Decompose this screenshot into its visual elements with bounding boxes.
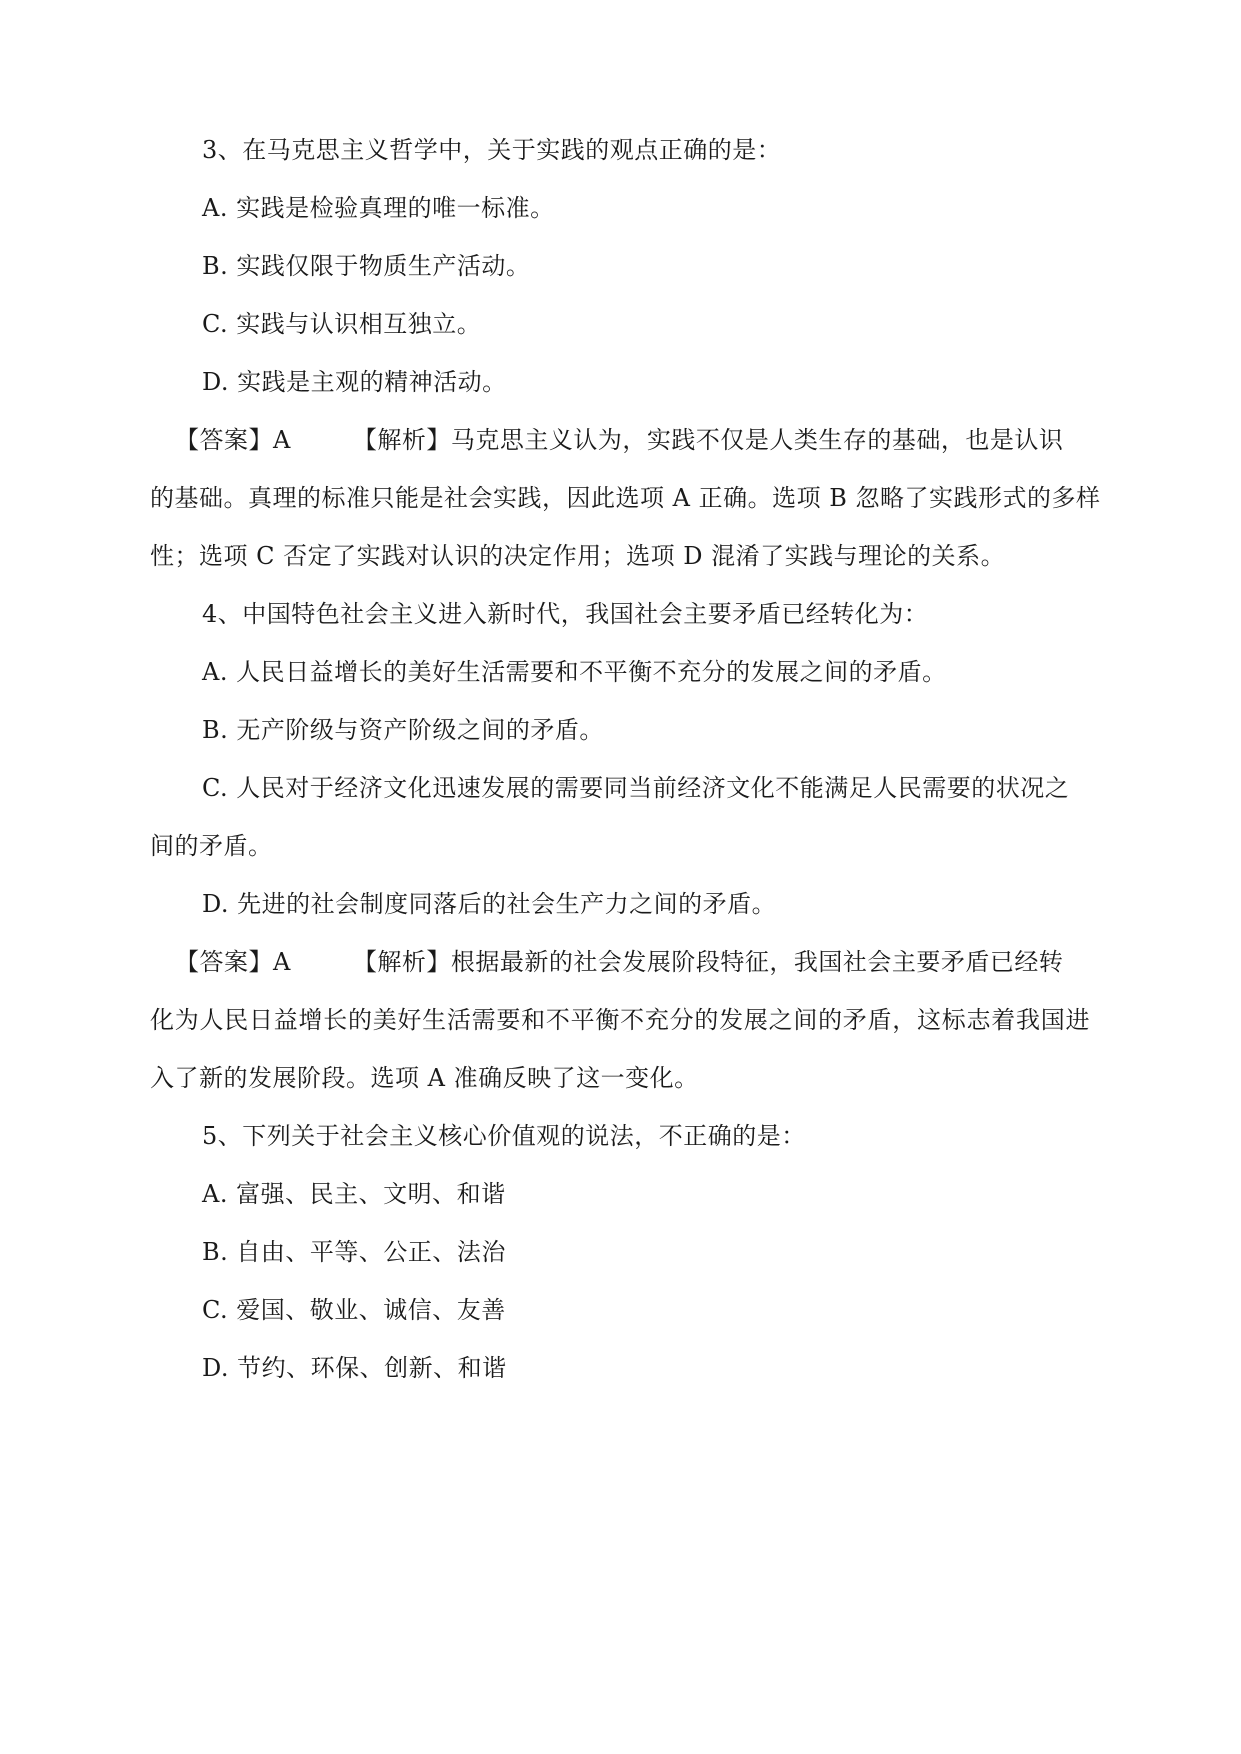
question-3-answer: 【答案】A <box>175 426 291 454</box>
question-3-option-d: D. 实践是主观的精神活动。 <box>202 368 507 396</box>
question-5-option-c: C. 爱国、敬业、诚信、友善 <box>202 1296 506 1324</box>
question-4-option-c: C. 人民对于经济文化迅速发展的需要同当前经济文化不能满足人民需要的状况之 <box>202 774 1070 802</box>
question-3-stem: 3、在马克思主义哲学中，关于实践的观点正确的是： <box>202 136 782 164</box>
question-5-option-b: B. 自由、平等、公正、法治 <box>202 1238 506 1266</box>
question-3-option-a: A. 实践是检验真理的唯一标准。 <box>202 194 555 222</box>
question-4-option-b: B. 无产阶级与资产阶级之间的矛盾。 <box>202 716 604 744</box>
question-5-option-a: A. 富强、民主、文明、和谐 <box>202 1180 506 1208</box>
question-4-analysis-line-3: 入了新的发展阶段。选项 A 准确反映了这一变化。 <box>150 1064 699 1092</box>
question-3-option-b: B. 实践仅限于物质生产活动。 <box>202 252 531 280</box>
question-3-analysis-line-3: 性；选项 C 否定了实践对认识的决定作用；选项 D 混淆了实践与理论的关系。 <box>150 542 1006 570</box>
question-3-answer-row <box>175 428 1063 452</box>
question-3-analysis-line-2: 的基础。真理的标准只能是社会实践，因此选项 A 正确。选项 B 忽略了实践形式的多样 <box>150 484 1101 512</box>
question-4-option-d: D. 先进的社会制度同落后的社会生产力之间的矛盾。 <box>202 890 777 918</box>
question-4-option-a: A. 人民日益增长的美好生活需要和不平衡不充分的发展之间的矛盾。 <box>202 658 947 686</box>
question-4-stem: 4、中国特色社会主义进入新时代，我国社会主要矛盾已经转化为： <box>202 600 929 628</box>
question-5-option-d: D. 节约、环保、创新、和谐 <box>202 1354 507 1382</box>
question-4-answer: 【答案】A <box>175 948 291 976</box>
question-5-stem: 5、下列关于社会主义核心价值观的说法，不正确的是： <box>202 1122 806 1150</box>
question-4-analysis-first-line: 【解析】根据最新的社会发展阶段特征，我国社会主要矛盾已经转 <box>352 948 1064 976</box>
question-4-answer-row <box>175 950 1063 974</box>
question-3-analysis-first-line: 【解析】马克思主义认为，实践不仅是人类生存的基础，也是认识 <box>352 426 1064 454</box>
question-3-option-c: C. 实践与认识相互独立。 <box>202 310 482 338</box>
question-4-option-c-continuation: 间的矛盾。 <box>150 832 273 860</box>
question-4-analysis-line-2: 化为人民日益增长的美好生活需要和不平衡不充分的发展之间的矛盾，这标志着我国进 <box>150 1006 1090 1034</box>
